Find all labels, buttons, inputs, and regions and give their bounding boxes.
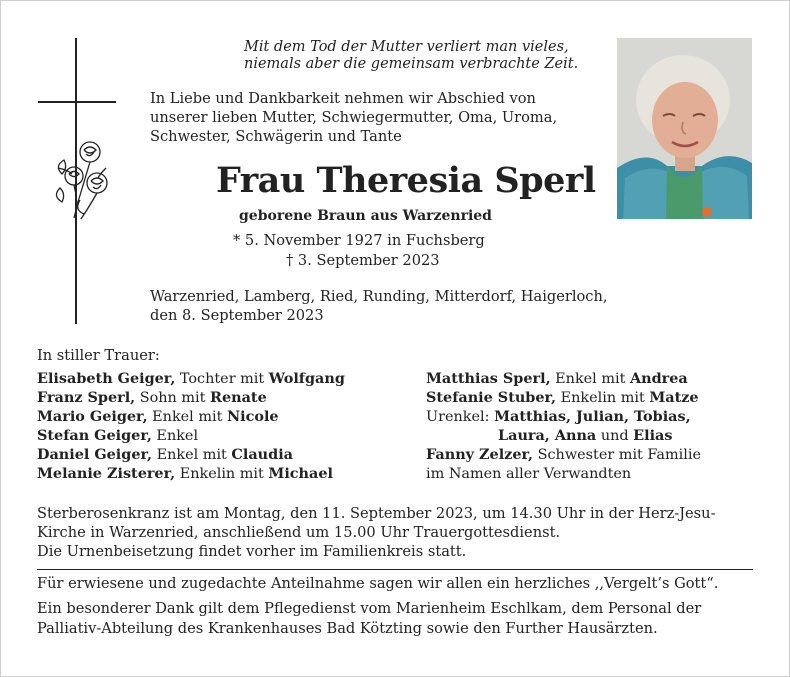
intro-line-1: In Liebe und Dankbarkeit nehmen wir Abschied von — [150, 90, 536, 107]
mourner-row-1 — [37, 372, 345, 386]
service-line-2: Kirche in Warzenried, anschließend um 15.00 Uhr Trauergottesdienst. — [37, 524, 561, 541]
mourner-relation: Sohn mit — [135, 390, 211, 406]
mourner-row-4 — [37, 429, 198, 443]
birth-date: * 5. November 1927 in Fuchsberg — [233, 232, 485, 249]
place-line: Warzenried, Lamberg, Ried, Runding, Mitterdorf, Haigerloch, — [150, 288, 608, 305]
mourner-relation: Enkel mit — [147, 409, 227, 425]
great-grandchildren-names-3: Elias — [633, 427, 673, 444]
mourner-name: Daniel Geiger, — [37, 446, 153, 463]
date-line: den 8. September 2023 — [150, 307, 324, 324]
divider-line — [37, 569, 753, 570]
conjunction: und — [596, 428, 634, 444]
great-grandchildren-names-2: Laura, Anna — [498, 427, 597, 444]
motto-line-1: Mit dem Tod der Mutter verliert man vieles, — [244, 39, 569, 55]
mourner-name: Matthias Sperl, — [426, 370, 551, 387]
mourner-relation: Enkelin mit — [175, 466, 269, 482]
mourner-partner: Claudia — [231, 446, 293, 463]
relatives-note: im Namen aller Verwandten — [426, 466, 632, 482]
mourner-partner: Michael — [268, 465, 333, 482]
mourner-row-2 — [37, 391, 267, 405]
special-thanks-line-1: Ein besonderer Dank gilt dem Pflegedienst vom Marienheim Eschlkam, dem Personal der — [37, 600, 702, 617]
mourner-partner: Andrea — [629, 370, 688, 387]
maiden-name: geborene Braun aus Warzenried — [239, 208, 492, 224]
death-date: † 3. September 2023 — [286, 252, 440, 269]
mourner-right-row-3 — [426, 410, 691, 424]
service-line-3: Die Urnenbeisetzung findet vorher im Familienkreis statt. — [37, 543, 467, 560]
deceased-name: Frau Theresia Sperl — [216, 160, 596, 201]
mourner-row-6 — [37, 467, 333, 481]
mourner-right-row-2 — [426, 391, 699, 405]
mourner-partner: Nicole — [226, 408, 279, 425]
mourner-name: Elisabeth Geiger, — [37, 370, 176, 387]
thanks-line: Für erwiesene und zugedachte Anteilnahme sagen wir allen ein herzliches ,,Vergelt’s Gott“. — [37, 575, 719, 592]
mourner-relation: Enkel mit — [550, 371, 630, 387]
mourner-name: Stefanie Stuber, — [426, 389, 557, 406]
great-grandchildren-label: Urenkel: — [426, 409, 495, 425]
mourner-relation: Enkel — [151, 428, 199, 444]
mourner-right-row-6 — [426, 467, 631, 481]
special-thanks-line-2: Palliativ-Abteilung des Krankenhauses Bad Kötzting sowie den Further Hausärzten. — [37, 620, 658, 637]
mourner-name: Melanie Zisterer, — [37, 465, 176, 482]
mourner-name: Stefan Geiger, — [37, 427, 152, 444]
mourner-partner: Wolfgang — [268, 370, 345, 387]
mourner-name: Franz Sperl, — [37, 389, 136, 406]
portrait-drawing — [617, 38, 752, 219]
mourner-row-5 — [37, 448, 293, 462]
mourner-relation: Enkelin mit — [556, 390, 650, 406]
mourner-right-row-5 — [426, 448, 701, 462]
roses-icon — [50, 138, 116, 222]
mourner-name: Mario Geiger, — [37, 408, 148, 425]
portrait-photo — [617, 38, 752, 219]
mourner-relation: Schwester mit Familie — [533, 447, 701, 463]
mourner-partner: Renate — [210, 389, 267, 406]
intro-line-2: unserer lieben Mutter, Schwiegermutter, Oma, Uroma, — [150, 109, 558, 126]
mourner-row-3 — [37, 410, 279, 424]
great-grandchildren-names: Matthias, Julian, Tobias, — [494, 408, 691, 425]
mourning-heading: In stiller Trauer: — [37, 347, 160, 364]
mourner-relation: Enkel mit — [152, 447, 232, 463]
motto-line-2: niemals aber die gemeinsam verbrachte Zeit. — [244, 56, 579, 72]
mourner-right-row-1 — [426, 372, 688, 386]
mourner-partner: Matze — [649, 389, 699, 406]
mourner-relation: Tochter mit — [175, 371, 269, 387]
intro-line-3: Schwester, Schwägerin und Tante — [150, 128, 402, 145]
service-line-1: Sterberosenkranz ist am Montag, den 11. September 2023, um 14.30 Uhr in der Herz-Jesu- — [37, 505, 716, 522]
mourner-right-row-4 — [498, 429, 673, 443]
cross-horizontal-bar — [38, 101, 116, 103]
mourner-name: Fanny Zelzer, — [426, 446, 534, 463]
